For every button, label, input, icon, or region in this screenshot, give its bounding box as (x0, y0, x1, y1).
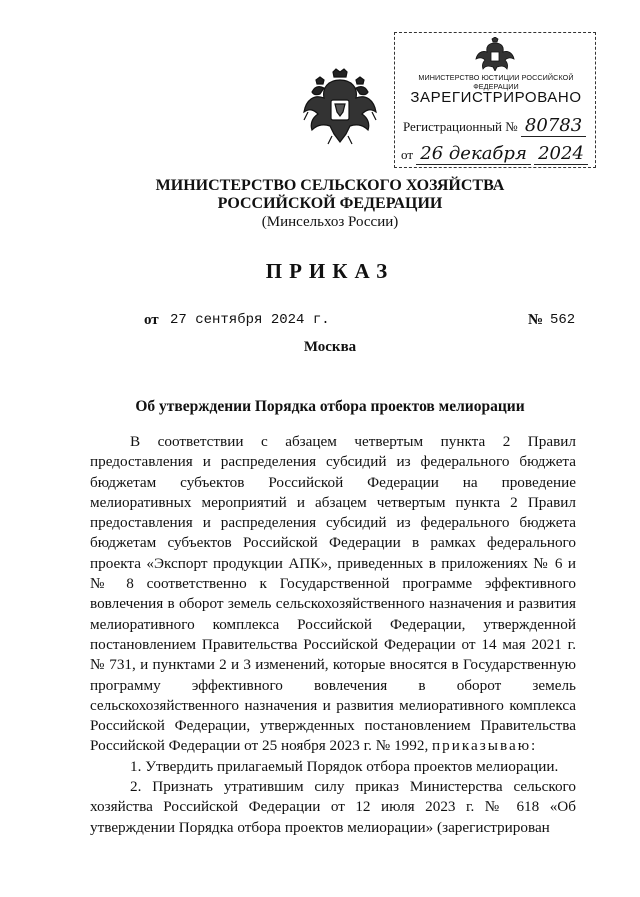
stamp-ministry: МИНИСТЕРСТВО ЮСТИЦИИ РОССИЙСКОЙ ФЕДЕРАЦИИ (418, 73, 574, 91)
stamp-date-line (401, 143, 593, 164)
order-title: Об утверждении Порядка отбора проектов мелиорации (135, 398, 525, 415)
date-label: от (144, 312, 159, 328)
stamp-date-day-month: 26 декабря (416, 143, 531, 165)
stamp-registered: ЗАРЕГИСТРИРОВАНО (410, 89, 582, 106)
item-2: 2. Признать утратившим силу приказ Министерства сельского хозяйства Российской Федерации от 12 июля 2023 г. № 618 «Об утверждении Порядка отбора проектов мелиорации» (зарегистрирован (90, 778, 576, 836)
order-date: 27 сентября 2024 г. (170, 312, 330, 328)
document-type: ПРИКАЗ (265, 259, 395, 283)
ministry-name-line2: РОССИЙСКОЙ ФЕДЕРАЦИИ (217, 195, 443, 212)
ministry-name-line1: МИНИСТЕРСТВО СЕЛЬСКОГО ХОЗЯЙСТВА (155, 177, 505, 194)
item-1: 1. Утвердить прилагаемый Порядок отбора проектов мелиорации. (130, 757, 559, 775)
ministry-short-name: (Минсельхоз России) (261, 214, 399, 230)
stamp-date-year: 2024 (534, 143, 588, 165)
order-word: приказываю: (432, 737, 538, 755)
stamp-reg-number: 80783 (521, 115, 586, 137)
city: Москва (303, 339, 357, 355)
coat-of-arms-icon (302, 68, 378, 146)
order-number: 562 (550, 312, 576, 328)
registration-stamp (394, 32, 596, 168)
number-label: № (528, 312, 544, 328)
preamble-paragraph (90, 432, 576, 757)
stamp-date-prefix: от (401, 147, 414, 162)
preamble-text: В соответствии с абзацем четвертым пункта 2 Правил предоставления и распределения субсидий из федерального бюджета бюджетам субъектов Российской Федерации на проведение мелиоративных мероприятий и абзацем четвертым пункта 2 Правил предоставления и распределения субсидий из федерального бюджета бюджетам субъектов Российской Федерации в рамках федерального проекта «Экспорт продукции АПК», приведенных в приложениях № 6 и № 8 соответственно к Государственной программе эффективного вовлечения в оборот земель сельскохозяйственного назначения и развития мелиоративного комплекса Российской Федерации, утвержденной постановлением Правительства Российской Федерации от 14 мая 2021 г. № 731, и пунктами 2 и 3 изменений, которые вносятся в Государственную программу эффективного вовлечения в оборот земель сельскохозяйственного назначения и развития мелиоративного комплекса Российской Федерации, утвержденных постановлением Правительства Российской Федерации от 25 ноября 2023 г. № 1992, (90, 433, 576, 755)
stamp-reg-number-label: Регистрационный № (403, 119, 518, 134)
order-body (90, 432, 576, 838)
stamp-coat-of-arms-icon (475, 37, 515, 71)
stamp-reg-number-line (403, 115, 593, 136)
